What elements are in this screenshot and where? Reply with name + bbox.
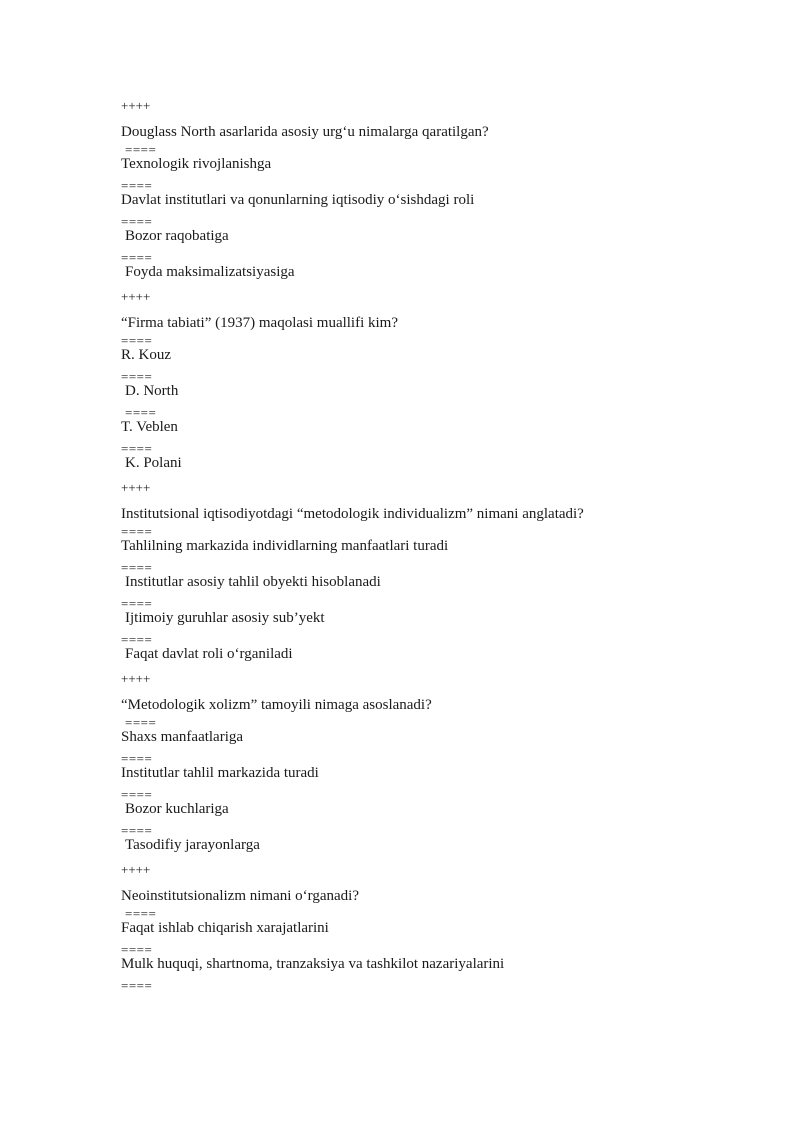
plus-separator: ++++ [121,98,151,113]
option-text: Institutlar asosiy tahlil obyekti hisoblanadi [125,574,381,590]
option-text: Institutlar tahlil markazida turadi [121,765,319,781]
option-text: Tasodifiy jarayonlarga [125,837,260,853]
option-text: Bozor kuchlariga [125,801,229,817]
eq-separator: ==== [121,214,153,229]
option-text: Foyda maksimalizatsiyasiga [125,264,295,280]
question-text: “Firma tabiati” (1937) maqolasi muallifi kim? [121,315,399,331]
option-text: Faqat ishlab chiqarish xarajatlarini [121,920,329,936]
plus-separator: ++++ [121,862,151,877]
question-block [121,97,721,280]
eq-separator: ==== [121,596,153,611]
option-text: T. Veblen [121,419,178,435]
question-block [121,670,721,853]
option-text: Texnologik rivojlanishga [121,156,272,172]
eq-separator: ==== [121,751,153,766]
eq-separator: ==== [121,178,153,193]
document-content [121,97,721,993]
eq-separator: ==== [121,787,153,802]
eq-separator: ==== [121,823,153,838]
question-text: Douglass North asarlarida asosiy urg‘u nimalarga qaratilgan? [121,124,489,140]
plus-separator: ++++ [121,289,151,304]
question-block [121,479,721,662]
eq-separator: ==== [121,560,153,575]
question-text: Institutsional iqtisodiyotdagi “metodologik individualizm” nimani anglatadi? [121,506,584,522]
option-text: Bozor raqobatiga [125,228,229,244]
option-text: K. Polani [125,455,182,471]
question-text: Neoinstitutsionalizm nimani o‘rganadi? [121,888,360,904]
eq-separator: ==== [121,441,153,456]
option-text: Faqat davlat roli o‘rganiladi [125,646,293,662]
question-block [121,861,721,991]
plus-separator: ++++ [121,671,151,686]
eq-separator: ==== [121,250,153,265]
option-text: Ijtimoiy guruhlar asosiy sub’yekt [125,610,325,626]
eq-separator: ==== [125,715,157,730]
option-text: Tahlilning markazida individlarning manfaatlari turadi [121,538,449,554]
eq-separator: ==== [125,142,157,157]
eq-separator: ==== [121,524,153,539]
option-text: Mulk huquqi, shartnoma, tranzaksiya va tashkilot nazariyalarini [121,956,505,972]
eq-separator: ==== [125,906,157,921]
eq-separator: ==== [121,942,153,957]
question-text: “Metodologik xolizm” tamoyili nimaga asoslanadi? [121,697,432,713]
eq-separator: ==== [125,405,157,420]
option-text: Davlat institutlari va qonunlarning iqtisodiy o‘sishdagi roli [121,192,475,208]
eq-separator: ==== [121,369,153,384]
option-text: Shaxs manfaatlariga [121,729,244,745]
eq-separator: ==== [121,632,153,647]
option-text: R. Kouz [121,347,171,363]
question-block [121,288,721,471]
option-text: D. North [125,383,179,399]
eq-separator: ==== [121,978,153,993]
eq-separator: ==== [121,333,153,348]
plus-separator: ++++ [121,480,151,495]
